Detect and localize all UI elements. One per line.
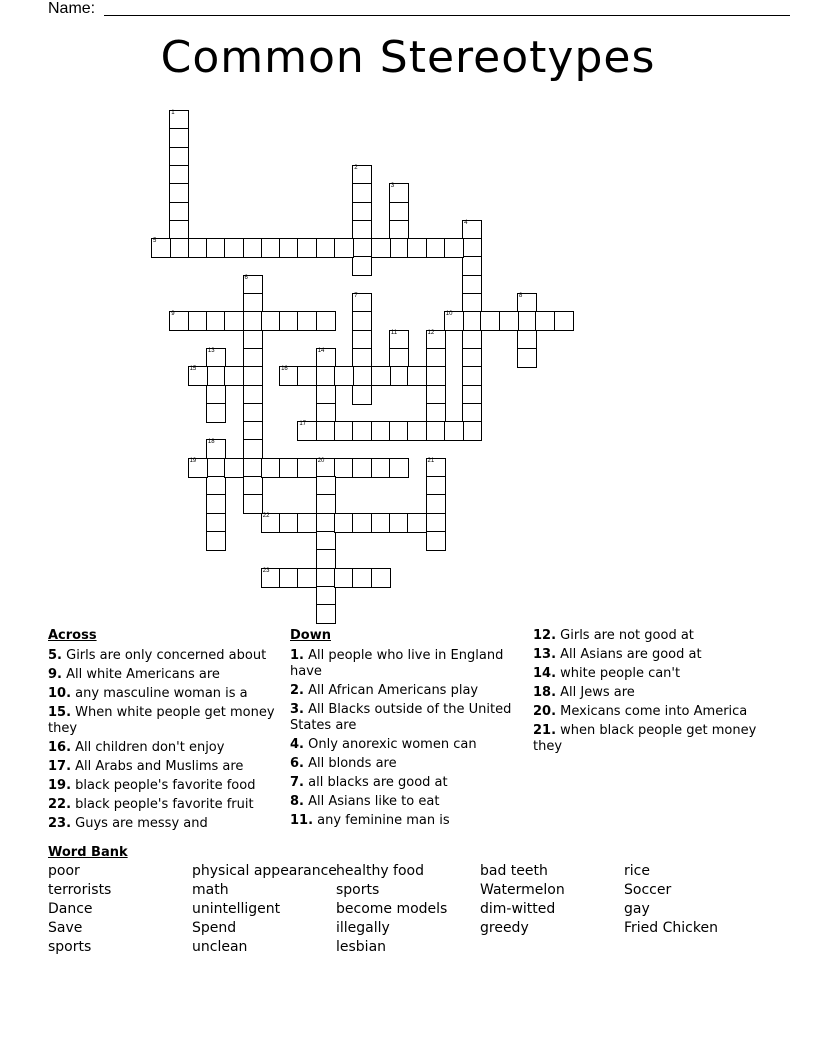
clue-number: 14 [317,347,325,354]
crossword-cell[interactable] [389,330,409,350]
crossword-cell[interactable] [462,385,482,405]
crossword-cell[interactable] [426,476,446,496]
crossword-cell[interactable] [206,348,226,368]
clue-number: 4 [464,219,468,226]
crossword-cell[interactable] [462,330,482,350]
crossword-cell[interactable] [444,421,464,441]
clue-number: 12 [427,329,435,336]
crossword-cell[interactable] [407,366,427,386]
crossword-cell[interactable] [316,403,336,423]
clue-item [48,705,278,737]
crossword-cell[interactable] [224,366,244,386]
clue-item-text: All children don't enjoy [71,740,225,755]
clue-item [48,816,278,832]
clue-number: 15 [189,366,197,373]
crossword-cell[interactable] [316,568,336,588]
crossword-cell[interactable] [316,366,336,386]
clue-item [290,702,520,734]
clue-item-text: All blonds are [303,756,397,771]
crossword-cell[interactable] [407,238,427,258]
clue-item-text: white people can't [556,666,681,681]
crossword-cell[interactable] [316,238,336,258]
crossword-cell[interactable] [517,348,537,368]
crossword-cell[interactable] [316,458,336,478]
clue-item [290,683,520,699]
clue-item [290,737,520,753]
crossword-cell[interactable] [316,494,336,514]
clue-item-text: black people's favorite fruit [71,797,254,812]
clue-number: 17 [299,421,307,428]
clue-item-number: 1. [290,648,304,663]
crossword-cell[interactable] [316,311,336,331]
clue-item [533,723,773,755]
word-bank-item: greedy [480,920,529,936]
clue-item-number: 9. [48,667,62,682]
crossword-cell[interactable] [371,421,391,441]
crossword-cell[interactable] [316,348,336,368]
crossword-cell[interactable] [389,366,409,386]
crossword-cell[interactable] [316,549,336,569]
clue-item [48,686,278,702]
clue-item-text: Guys are messy and [71,816,208,831]
clue-item [290,813,520,829]
crossword-cell[interactable] [389,421,409,441]
clue-number: 13 [207,347,215,354]
clue-item-text: Only anorexic women can [303,737,477,752]
clue-item-number: 5. [48,648,62,663]
crossword-cell[interactable] [426,531,446,551]
crossword-cell[interactable] [517,311,537,331]
crossword-cell[interactable] [316,513,336,533]
crossword-cell[interactable] [316,604,336,624]
crossword-cell[interactable] [352,165,372,185]
clue-item-text: All Jews are [556,685,635,700]
crossword-cell[interactable] [499,311,519,331]
word-bank-item: sports [336,882,380,898]
crossword-cell[interactable] [261,311,281,331]
crossword-cell[interactable] [334,421,354,441]
word-bank-item: sports [48,939,92,955]
clue-number: 23 [262,567,270,574]
crossword-cell[interactable] [206,403,226,423]
page-title: Common Stereotypes [160,32,656,83]
clue-number: 20 [317,457,325,464]
crossword-cell[interactable] [352,458,372,478]
crossword-cell[interactable] [426,403,446,423]
crossword-cell[interactable] [243,238,263,258]
clue-item [48,667,278,683]
down-heading: Down [290,628,331,643]
crossword-cell[interactable] [279,458,299,478]
crossword-cell[interactable] [426,366,446,386]
crossword-cell[interactable] [243,348,263,368]
clue-item [290,794,520,810]
crossword-cell[interactable] [279,311,299,331]
word-bank-item: rice [624,863,650,879]
crossword-cell[interactable] [297,513,317,533]
clue-item-number: 4. [290,737,304,752]
clue-item [533,685,773,701]
crossword-cell[interactable] [462,311,482,331]
crossword-cell[interactable] [426,330,446,350]
clue-item-number: 12. [533,628,557,643]
crossword-cell[interactable] [389,220,409,240]
crossword-cell[interactable] [243,330,263,350]
crossword-cell[interactable] [334,458,354,478]
clue-item [290,648,520,680]
crossword-cell[interactable] [188,458,208,478]
crossword-cell[interactable] [297,568,317,588]
crossword-cell[interactable] [462,220,482,240]
crossword-cell[interactable] [297,366,317,386]
clue-number: 9 [171,311,175,318]
crossword-cell[interactable] [352,385,372,405]
crossword-cell[interactable] [352,183,372,203]
clue-item-text: All Asians like to eat [303,794,440,809]
across-heading: Across [48,628,97,643]
crossword-cell[interactable] [352,256,372,276]
crossword-cell[interactable] [261,568,281,588]
crossword-cell[interactable] [169,311,189,331]
clue-item-number: 8. [290,794,304,809]
crossword-cell[interactable] [243,458,263,478]
crossword-cell[interactable] [352,421,372,441]
crossword-cell[interactable] [316,531,336,551]
crossword-cell[interactable] [462,348,482,368]
crossword-cell[interactable] [334,513,354,533]
clue-item-text: When white people get money they [48,705,275,736]
crossword-cell[interactable] [371,568,391,588]
clue-item [533,647,773,663]
crossword-cell[interactable] [334,366,354,386]
clue-number: 22 [262,512,270,519]
crossword-cell[interactable] [316,476,336,496]
crossword-cell[interactable] [480,311,500,331]
word-bank-item: illegally [336,920,390,936]
crossword-cell[interactable] [243,311,263,331]
name-label: Name: [48,0,96,17]
clue-number: 1 [171,110,175,116]
crossword-cell[interactable] [462,275,482,295]
word-bank-item: healthy food [336,863,424,879]
crossword-cell[interactable] [206,476,226,496]
crossword-cell[interactable] [352,220,372,240]
crossword-cell[interactable] [243,421,263,441]
word-bank-item: Dance [48,901,93,917]
crossword-cell[interactable] [206,439,226,459]
crossword-cell[interactable] [169,220,189,240]
clue-item-text: All Arabs and Muslims are [71,759,244,774]
clue-item-number: 20. [533,704,557,719]
crossword-cell[interactable] [517,330,537,350]
crossword-cell[interactable] [371,458,391,478]
crossword-cell[interactable] [297,421,317,441]
clue-number: 11 [390,329,398,336]
clue-item-text: All white Americans are [61,667,220,682]
word-bank-item: become models [336,901,448,917]
crossword-cell[interactable] [407,513,427,533]
crossword-cell[interactable] [224,458,244,478]
crossword-cell[interactable] [243,476,263,496]
crossword-cell[interactable] [297,238,317,258]
crossword-cell[interactable] [334,238,354,258]
crossword-cell[interactable] [243,275,263,295]
clue-item [290,756,520,772]
clue-item [48,797,278,813]
clue-item-number: 13. [533,647,557,662]
word-bank-heading: Word Bank [48,845,128,860]
clue-item-number: 15. [48,705,72,720]
crossword-cell[interactable] [426,348,446,368]
word-bank-item: Soccer [624,882,672,898]
crossword-cell[interactable] [169,110,189,130]
crossword-cell[interactable] [151,238,171,258]
clue-item-number: 21. [533,723,557,738]
crossword-cell[interactable] [297,458,317,478]
crossword-cell[interactable] [188,366,208,386]
crossword-cell[interactable] [279,568,299,588]
crossword-cell[interactable] [371,366,391,386]
crossword-cell[interactable] [243,385,263,405]
clue-item [48,759,278,775]
clue-item [48,778,278,794]
crossword-cell[interactable] [426,238,446,258]
crossword-cell[interactable] [462,256,482,276]
crossword-cell[interactable] [535,311,555,331]
clue-item-number: 19. [48,778,72,793]
clue-item [290,775,520,791]
crossword-cell[interactable] [462,421,482,441]
crossword-cell[interactable] [462,366,482,386]
clue-number: 2 [354,164,358,171]
crossword-cell[interactable] [206,385,226,405]
clue-number: 18 [207,439,215,446]
word-bank-item: terrorists [48,882,112,898]
crossword-cell[interactable] [206,513,226,533]
word-bank-item: Watermelon [480,882,565,898]
crossword-cell[interactable] [371,238,391,258]
clue-item [533,666,773,682]
clue-item-number: 2. [290,683,304,698]
clue-item-text: Girls are only concerned about [61,648,267,663]
crossword-cell[interactable] [389,513,409,533]
clue-item-number: 7. [290,775,304,790]
clue-number: 10 [445,311,453,318]
clue-item-text: Mexicans come into America [556,704,748,719]
clue-item-text: any masculine woman is a [71,686,248,701]
crossword-cell[interactable] [243,439,263,459]
clue-item-number: 3. [290,702,304,717]
crossword-cell[interactable] [462,293,482,313]
clue-item-number: 22. [48,797,72,812]
word-bank-item: dim-witted [480,901,556,917]
clue-item-text: when black people get money they [533,723,757,754]
crossword-cell[interactable] [352,311,372,331]
crossword-cell[interactable] [224,238,244,258]
crossword-cell[interactable] [169,147,189,167]
crossword-cell[interactable] [188,311,208,331]
crossword-cell[interactable] [206,531,226,551]
crossword-cell[interactable] [352,330,372,350]
word-bank-item: unintelligent [192,901,281,917]
crossword-cell[interactable] [462,403,482,423]
clue-item-number: 11. [290,813,314,828]
clue-item-text: All Blacks outside of the United States are [290,702,512,733]
clue-number: 16 [281,366,288,373]
word-bank-item: Save [48,920,83,936]
crossword-cell[interactable] [169,238,189,258]
clue-item-text: All people who live in England have [290,648,504,679]
crossword-cell[interactable] [243,494,263,514]
clue-item-number: 6. [290,756,304,771]
crossword-cell[interactable] [316,586,336,606]
word-bank-item: lesbian [336,939,387,955]
crossword-cell[interactable] [426,494,446,514]
clue-item-number: 10. [48,686,72,701]
clue-number: 3 [390,183,395,190]
crossword-cell[interactable] [352,293,372,313]
clue-number: 5 [153,238,157,245]
crossword-cell[interactable] [261,458,281,478]
clue-item-text: any feminine man is [313,813,450,828]
clue-number: 21 [427,457,435,464]
clue-item-text: all blacks are good at [303,775,448,790]
crossword-cell[interactable] [352,366,372,386]
crossword-cell[interactable] [426,513,446,533]
crossword-cell[interactable] [426,385,446,405]
crossword-cell[interactable] [297,311,317,331]
crossword-cell[interactable] [243,366,263,386]
crossword-cell[interactable] [389,348,409,368]
crossword-cell[interactable] [554,311,574,331]
crossword-cell[interactable] [444,311,464,331]
clue-item-number: 16. [48,740,72,755]
crossword-cell[interactable] [279,238,299,258]
crossword-cell[interactable] [389,458,409,478]
crossword-cell[interactable] [206,366,226,386]
clue-item-number: 14. [533,666,557,681]
crossword-cell[interactable] [206,311,226,331]
word-bank-item: math [192,882,229,898]
crossword-cell[interactable] [517,293,537,313]
clue-number: 8 [519,293,523,299]
clue-item-text: All Asians are good at [556,647,702,662]
clue-number: 19 [189,457,197,464]
crossword-cell[interactable] [169,128,189,148]
crossword-cell[interactable] [352,202,372,222]
crossword-cell[interactable] [316,421,336,441]
crossword-cell[interactable] [169,202,189,222]
clue-item [533,704,773,720]
clue-item [48,648,278,664]
word-bank-item: poor [48,863,80,879]
crossword-cell[interactable] [316,385,336,405]
word-bank-item: unclean [192,939,248,955]
crossword-cell[interactable] [371,513,391,533]
clue-item-number: 18. [533,685,557,700]
crossword-cell[interactable] [243,403,263,423]
crossword-cell[interactable] [188,238,208,258]
crossword-cell[interactable] [243,293,263,313]
crossword-cell[interactable] [389,238,409,258]
crossword-cell[interactable] [462,238,482,258]
clue-item-number: 17. [48,759,72,774]
crossword-cell[interactable] [334,568,354,588]
crossword-cell[interactable] [261,238,281,258]
crossword-cell[interactable] [444,238,464,258]
crossword-cell[interactable] [206,458,226,478]
crossword-cell[interactable] [389,183,409,203]
crossword-cell[interactable] [224,311,244,331]
word-bank-item: Spend [192,920,237,936]
crossword-cell[interactable] [389,202,409,222]
word-bank-item: bad teeth [480,863,548,879]
crossword-cell[interactable] [169,165,189,185]
clue-item-number: 23. [48,816,72,831]
crossword-cell[interactable] [206,238,226,258]
crossword-cell[interactable] [352,348,372,368]
crossword-cell[interactable] [407,421,427,441]
word-bank-item: Fried Chicken [624,920,718,936]
crossword-cell[interactable] [352,513,372,533]
crossword-cell[interactable] [279,366,299,386]
clue-item-text: All African Americans play [303,683,479,698]
crossword-cell[interactable] [169,183,189,203]
down-clues [290,628,520,832]
down-clues-continued [533,628,773,758]
crossword-cell[interactable] [261,513,281,533]
crossword-cell[interactable] [206,494,226,514]
clue-number: 7 [354,293,358,299]
clue-item [48,740,278,756]
crossword-cell[interactable] [426,421,446,441]
crossword-cell[interactable] [352,238,372,258]
crossword-cell[interactable] [279,513,299,533]
word-bank-item: physical appearance [192,863,337,879]
crossword-cell[interactable] [426,458,446,478]
clue-item [533,628,773,644]
word-bank-item: gay [624,901,650,917]
across-clues [48,628,278,835]
crossword-cell[interactable] [352,568,372,588]
clue-item-text: Girls are not good at [556,628,694,643]
clue-number: 6 [244,274,248,281]
clue-item-text: black people's favorite food [71,778,256,793]
